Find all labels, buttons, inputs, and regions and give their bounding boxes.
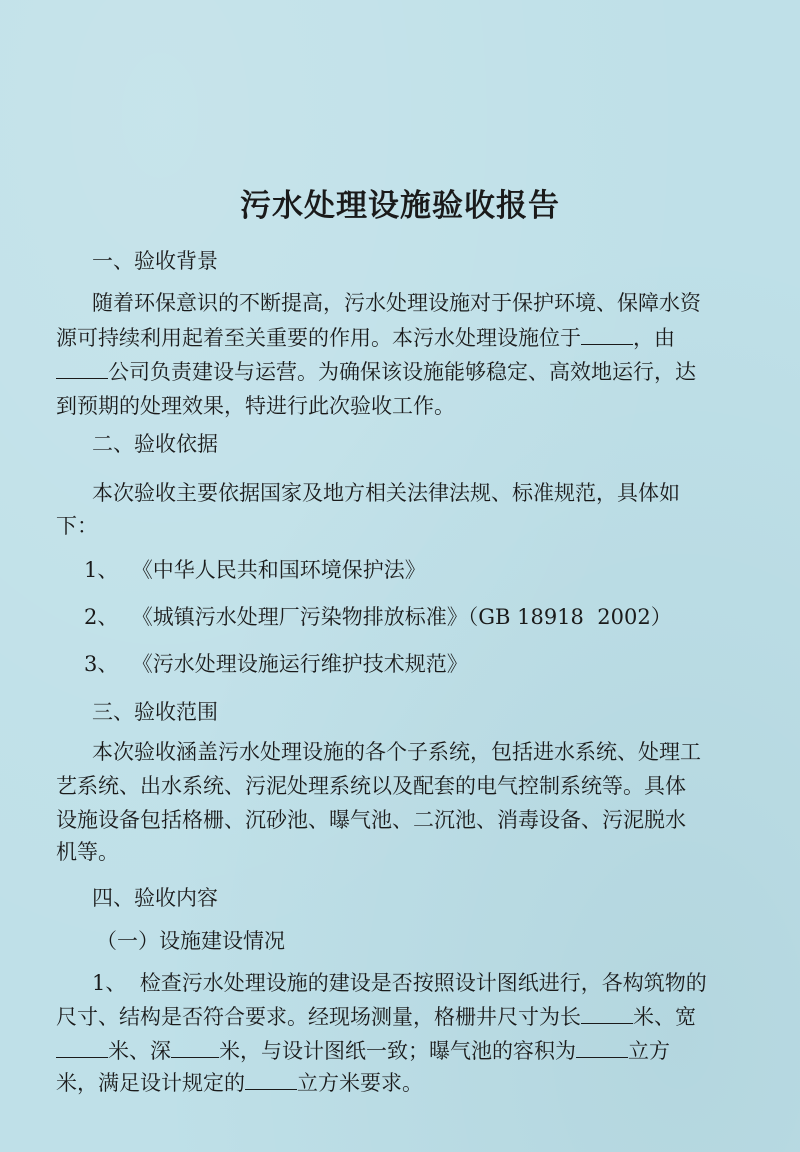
section-heading-scope: 三、验收范围 <box>92 700 218 724</box>
list-item: 2、 《城镇污水处理厂污染物排放标准》（GB 18918 2002） <box>84 605 672 629</box>
subsection-heading: （一）设施建设情况 <box>96 929 285 953</box>
design-volume-blank <box>245 1069 297 1090</box>
width-blank <box>56 1037 108 1058</box>
list-item: 3、 《污水处理设施运行维护技术规范》 <box>84 652 468 676</box>
paragraph-line: 尺寸、结构是否符合要求。经现场测量，格栅井尺寸为长 米、宽 <box>56 1005 696 1029</box>
volume-blank <box>576 1037 628 1058</box>
paragraph-line: 米，满足设计规定的 立方米要求。 <box>56 1071 423 1095</box>
paragraph-line: 随着环保意识的不断提高，污水处理设施对于保护环境、保障水资 <box>92 291 701 315</box>
company-blank <box>56 358 108 379</box>
paragraph-line: 到预期的处理效果，特进行此次验收工作。 <box>56 394 455 418</box>
depth-blank <box>171 1037 219 1058</box>
paragraph-line: 艺系统、出水系统、污泥处理系统以及配套的电气控制系统等。具体 <box>56 774 686 798</box>
paragraph-line: 本次验收涵盖污水处理设施的各个子系统，包括进水系统、处理工 <box>92 740 701 764</box>
length-blank <box>581 1003 633 1024</box>
paragraph-line: 设施设备包括格栅、沉砂池、曝气池、二沉池、消毒设备、污泥脱水 <box>56 808 686 832</box>
paragraph-line: 下： <box>56 514 98 538</box>
paragraph-line: 本次验收主要依据国家及地方相关法律法规、标准规范，具体如 <box>92 481 680 505</box>
section-heading-basis: 二、验收依据 <box>92 432 218 456</box>
document-title: 污水处理设施验收报告 <box>240 188 560 224</box>
section-heading-background: 一、验收背景 <box>92 249 218 273</box>
section-heading-content: 四、验收内容 <box>92 886 218 910</box>
list-item: 1、 《中华人民共和国环境保护法》 <box>84 558 426 582</box>
paragraph-line: 公司负责建设与运营。为确保该设施能够稳定、高效地运行，达 <box>56 358 696 386</box>
paragraph-line: 米、深 米，与设计图纸一致；曝气池的容积为 立方 <box>56 1037 670 1065</box>
location-blank <box>581 324 633 345</box>
paragraph-line: 1、 检查污水处理设施的建设是否按照设计图纸进行，各构筑物的 <box>92 971 707 995</box>
paragraph-line: 机等。 <box>56 840 119 864</box>
paragraph-line: 源可持续利用起着至关重要的作用。本污水处理设施位于 ，由 <box>56 326 675 350</box>
